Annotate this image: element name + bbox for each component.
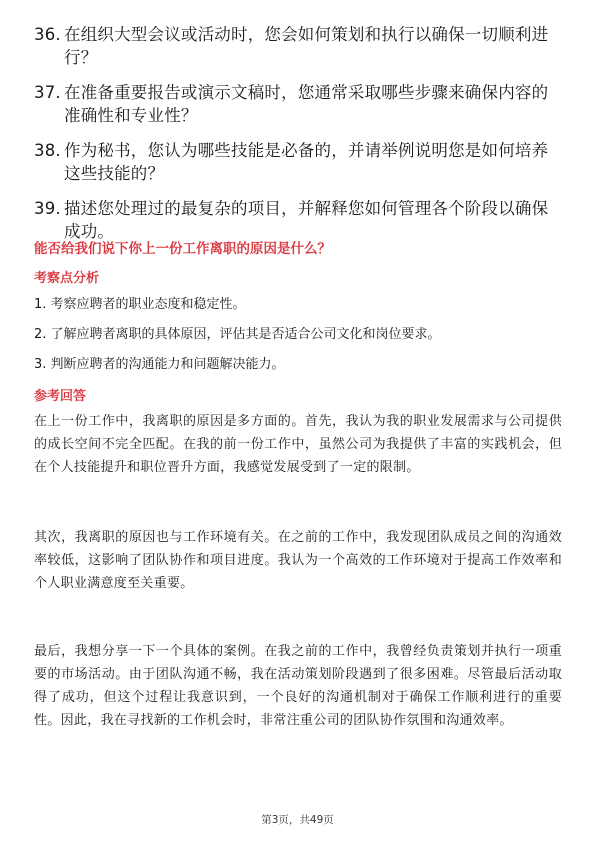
analysis-item: 2. 了解应聘者离职的具体原因，评估其是否适合公司文化和岗位要求。 [34,327,441,342]
question-text: 作为秘书，您认为哪些技能是必备的，并请举例说明您是如何培养这些技能的？ [64,141,549,183]
question-list [34,23,564,255]
question-item [34,139,564,185]
question-number: 38. [34,141,61,160]
question-item [34,23,564,69]
analysis-list [34,296,564,386]
question-item [34,197,564,243]
answer-paragraph: 最后，我想分享一下一个具体的案例。在我之前的工作中，我曾经负责策划并执行一项重要的市场活动。由于团队沟通不畅，我在活动策划阶段遇到了很多困难。尽管最后活动取得了成功，但这个过程让我意识到，一个良好的沟通机制对于确保工作顺利进行的重要性。因此，我在寻找新的工作机会时，非常注重公司的团队协作氛围和沟通效率。 [34,644,562,728]
question-text: 在准备重要报告或演示文稿时，您通常采取哪些步骤来确保内容的准确性和专业性？ [64,83,549,125]
question-number: 37. [34,83,61,102]
page-footer: 第3页，共49页 [261,814,334,826]
question-number: 36. [34,25,61,44]
question-item [34,81,564,127]
question-text: 在组织大型会议或活动时，您会如何策划和执行以确保一切顺利进行？ [64,25,549,67]
question-text: 描述您处理过的最复杂的项目，并解释您如何管理各个阶段以确保成功。 [64,199,549,241]
analysis-item: 3. 判断应聘者的沟通能力和问题解决能力。 [34,357,285,372]
answer-paragraph: 其次，我离职的原因也与工作环境有关。在之前的工作中，我发现团队成员之间的沟通效率较低，这影响了团队协作和项目进度。我认为一个高效的工作环境对于提高工作效率和个人职业满意度至关重要。 [34,530,562,591]
analysis-item: 1. 考察应聘者的职业态度和稳定性。 [34,297,246,312]
featured-question: 能否给我们说下你上一份工作离职的原因是什么？ [34,241,331,257]
analysis-heading: 考察点分析 [34,271,100,286]
question-number: 39. [34,199,61,218]
answer-heading: 参考回答 [34,389,87,404]
answer-paragraph: 在上一份工作中，我离职的原因是多方面的。首先，我认为我的职业发展需求与公司提供的成长空间不完全匹配。在我的前一份工作中，虽然公司为我提供了丰富的实践机会，但在个人技能提升和职位晋升方面，我感觉发展受到了一定的限制。 [34,414,562,475]
